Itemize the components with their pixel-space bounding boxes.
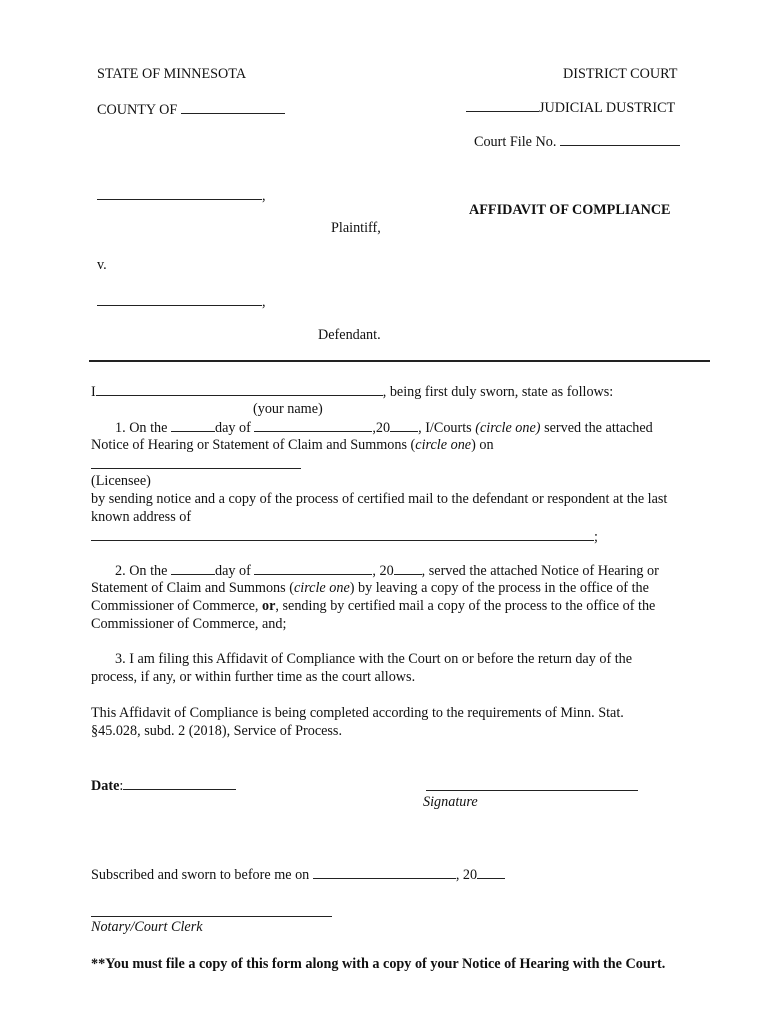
licensee-field[interactable]	[91, 468, 301, 469]
document-title: AFFIDAVIT OF COMPLIANCE	[469, 202, 671, 218]
para2-month-field[interactable]	[254, 561, 372, 575]
para1-line4: by sending notice and a copy of the process of certified mail to the defendant or respondent at the last	[91, 491, 668, 507]
defendant-name-field[interactable]	[97, 292, 262, 306]
statute-line1: This Affidavit of Compliance is being completed according to the requirements of Minn. Stat.	[91, 705, 624, 721]
county-label: COUNTY OF	[97, 102, 178, 118]
para3-line2: process, if any, or within further time as the court allows.	[91, 669, 416, 685]
para2-line4: Commissioner of Commerce, and;	[91, 616, 287, 632]
date-label: Date	[91, 778, 120, 794]
notary-label: Notary/Court Clerk	[91, 919, 203, 935]
sworn-year-field[interactable]	[477, 865, 505, 879]
county-field[interactable]	[181, 100, 285, 114]
date-field[interactable]	[123, 776, 236, 790]
para1-day-field[interactable]	[171, 418, 215, 432]
plaintiff-name-field[interactable]	[97, 186, 262, 200]
plaintiff-name-line: ,	[97, 186, 266, 205]
court-file-label: Court File No.	[474, 134, 557, 150]
address-line: ;	[91, 527, 598, 546]
district-line	[466, 98, 675, 117]
district-label: JUDICIAL DUSTRICT	[539, 100, 676, 116]
para3-line1: 3. I am filing this Affidavit of Compliance with the Court on or before the return day of the	[115, 651, 633, 667]
date-line: Date:	[91, 776, 236, 795]
court-label: DISTRICT COURT	[563, 66, 678, 82]
notary-signature-field[interactable]	[91, 916, 332, 917]
defendant-name-line: ,	[97, 292, 266, 311]
para1-line5: known address of	[91, 509, 192, 525]
licensee-label: (Licensee)	[91, 473, 151, 489]
sworn-date-field[interactable]	[313, 865, 456, 879]
intro-line: I , being first duly sworn, state as follows:	[91, 384, 614, 400]
versus-label: v.	[97, 257, 107, 273]
defendant-label: Defendant.	[318, 327, 381, 343]
filing-note: **You must file a copy of this form along with a copy of your Notice of Hearing with the Court.	[91, 956, 666, 972]
signature-label: Signature	[423, 794, 478, 810]
court-file-line	[474, 132, 680, 151]
para1-year-field[interactable]	[390, 418, 418, 432]
court-file-field[interactable]	[560, 132, 680, 146]
sworn-line: Subscribed and sworn to before me on , 20	[91, 865, 505, 884]
para1-line1: 1. On the day of ,20 , I/Courts (circle one) served the attached	[115, 420, 653, 436]
para1-month-field[interactable]	[254, 418, 372, 432]
para2-year-field[interactable]	[394, 561, 422, 575]
state-label: STATE OF MINNESOTA	[97, 66, 247, 82]
para2-line2: Statement of Claim and Summons (circle one) by leaving a copy of the process in the office of the	[91, 580, 649, 596]
para1-line2: Notice of Hearing or Statement of Claim and Summons (circle one) on	[91, 437, 494, 453]
statute-line2: §45.028, subd. 2 (2018), Service of Process.	[91, 723, 343, 739]
caption-divider	[89, 360, 710, 362]
county-line	[97, 100, 285, 119]
address-field[interactable]	[91, 527, 594, 541]
signature-field[interactable]	[426, 790, 638, 791]
para2-line1: 2. On the day of , 20 , served the attached Notice of Hearing or	[115, 563, 659, 579]
your-name-caption: (your name)	[253, 401, 323, 417]
plaintiff-label: Plaintiff,	[331, 220, 381, 236]
para2-day-field[interactable]	[171, 561, 215, 575]
your-name-field[interactable]	[96, 382, 383, 396]
para2-line3: Commissioner of Commerce, or, sending by certified mail a copy of the process to the office of the	[91, 598, 656, 614]
district-field[interactable]	[466, 98, 539, 112]
